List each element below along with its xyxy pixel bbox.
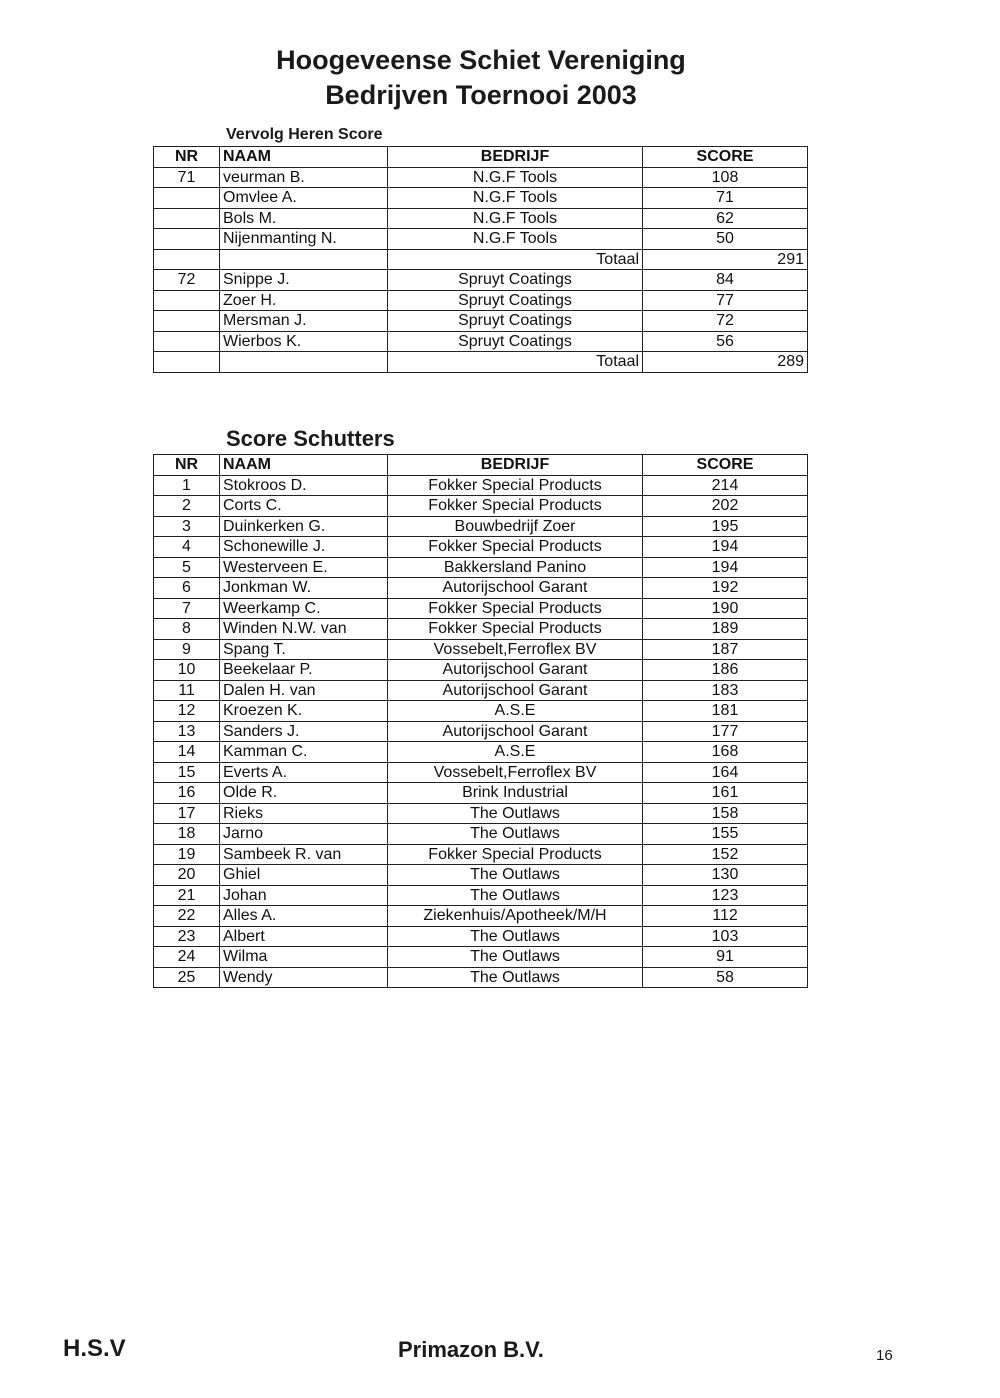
name-cell: Winden N.W. van <box>220 619 388 640</box>
name-cell: Jonkman W. <box>220 578 388 599</box>
table-row <box>154 516 808 537</box>
company-cell: The Outlaws <box>388 926 643 947</box>
score-cell: 152 <box>643 844 808 865</box>
company-cell: Vossebelt,Ferroflex BV <box>388 762 643 783</box>
score-cell: 164 <box>643 762 808 783</box>
rank-cell: 11 <box>154 680 220 701</box>
table-row <box>154 844 808 865</box>
rank-cell: 9 <box>154 639 220 660</box>
shooters-score-body <box>154 475 808 988</box>
name-cell: Sanders J. <box>220 721 388 742</box>
table-row <box>154 742 808 763</box>
team-nr-cell: 72 <box>154 270 220 291</box>
score-cell: 91 <box>643 947 808 968</box>
total-nr-cell <box>154 352 220 373</box>
score-cell: 194 <box>643 537 808 558</box>
name-cell: Omvlee A. <box>220 188 388 209</box>
company-cell: Fokker Special Products <box>388 537 643 558</box>
score-cell: 72 <box>643 311 808 332</box>
company-cell: The Outlaws <box>388 967 643 988</box>
company-cell: Spruyt Coatings <box>388 331 643 352</box>
table-row <box>154 762 808 783</box>
score-cell: 77 <box>643 290 808 311</box>
company-cell: The Outlaws <box>388 803 643 824</box>
total-name-cell <box>220 352 388 373</box>
name-cell: Olde R. <box>220 783 388 804</box>
total-value: 291 <box>643 249 808 270</box>
table-row <box>154 537 808 558</box>
name-cell: Wierbos K. <box>220 331 388 352</box>
rank-cell: 13 <box>154 721 220 742</box>
name-cell: Beekelaar P. <box>220 660 388 681</box>
table-row <box>154 680 808 701</box>
company-cell: A.S.E <box>388 701 643 722</box>
company-cell: Spruyt Coatings <box>388 311 643 332</box>
name-cell: Wendy <box>220 967 388 988</box>
score-cell: 214 <box>643 475 808 496</box>
column-header-score: SCORE <box>643 147 808 168</box>
table-row <box>154 598 808 619</box>
score-cell: 50 <box>643 229 808 250</box>
company-cell: N.G.F Tools <box>388 188 643 209</box>
company-cell: Vossebelt,Ferroflex BV <box>388 639 643 660</box>
company-cell: Autorijschool Garant <box>388 680 643 701</box>
score-cell: 158 <box>643 803 808 824</box>
name-cell: Johan <box>220 885 388 906</box>
score-cell: 195 <box>643 516 808 537</box>
rank-cell: 4 <box>154 537 220 558</box>
column-header-nr: NR <box>154 147 220 168</box>
team-nr-cell <box>154 290 220 311</box>
rank-cell: 14 <box>154 742 220 763</box>
name-cell: Weerkamp C. <box>220 598 388 619</box>
rank-cell: 15 <box>154 762 220 783</box>
company-cell: Bakkersland Panino <box>388 557 643 578</box>
name-cell: Albert <box>220 926 388 947</box>
table-row <box>154 557 808 578</box>
column-header-score: SCORE <box>643 455 808 476</box>
total-value: 289 <box>643 352 808 373</box>
score-cell: 194 <box>643 557 808 578</box>
company-cell: Brink Industrial <box>388 783 643 804</box>
score-cell: 181 <box>643 701 808 722</box>
table-row <box>154 496 808 517</box>
name-cell: Wilma <box>220 947 388 968</box>
company-cell: Fokker Special Products <box>388 619 643 640</box>
score-cell: 130 <box>643 865 808 886</box>
name-cell: Westerveen E. <box>220 557 388 578</box>
footer-club: H.S.V <box>63 1335 126 1362</box>
name-cell: Duinkerken G. <box>220 516 388 537</box>
name-cell: Snippe J. <box>220 270 388 291</box>
shooters-heading: Score Schutters <box>226 426 395 451</box>
name-cell: Mersman J. <box>220 311 388 332</box>
table-row <box>154 803 808 824</box>
rank-cell: 16 <box>154 783 220 804</box>
table-row <box>154 947 808 968</box>
table-row <box>154 578 808 599</box>
table-header-row <box>154 147 808 168</box>
table-row <box>154 701 808 722</box>
rank-cell: 5 <box>154 557 220 578</box>
company-cell: A.S.E <box>388 742 643 763</box>
score-cell: 183 <box>643 680 808 701</box>
table-row <box>154 208 808 229</box>
company-cell: Fokker Special Products <box>388 475 643 496</box>
rank-cell: 7 <box>154 598 220 619</box>
name-cell: Sambeek R. van <box>220 844 388 865</box>
name-cell: Bols M. <box>220 208 388 229</box>
rank-cell: 24 <box>154 947 220 968</box>
table-row <box>154 926 808 947</box>
page-subtitle: Bedrijven Toernooi 2003 <box>325 80 637 110</box>
table-row <box>154 824 808 845</box>
score-cell: 58 <box>643 967 808 988</box>
company-cell: The Outlaws <box>388 865 643 886</box>
score-cell: 168 <box>643 742 808 763</box>
score-cell: 155 <box>643 824 808 845</box>
name-cell: Zoer H. <box>220 290 388 311</box>
rank-cell: 21 <box>154 885 220 906</box>
name-cell: Alles A. <box>220 906 388 927</box>
rank-cell: 2 <box>154 496 220 517</box>
table-row <box>154 167 808 188</box>
score-cell: 71 <box>643 188 808 209</box>
name-cell: Ghiel <box>220 865 388 886</box>
team-nr-cell: 71 <box>154 167 220 188</box>
company-cell: Spruyt Coatings <box>388 290 643 311</box>
company-cell: Autorijschool Garant <box>388 660 643 681</box>
team-nr-cell <box>154 311 220 332</box>
team-nr-cell <box>154 188 220 209</box>
rank-cell: 20 <box>154 865 220 886</box>
rank-cell: 3 <box>154 516 220 537</box>
score-cell: 56 <box>643 331 808 352</box>
name-cell: Kamman C. <box>220 742 388 763</box>
total-label: Totaal <box>388 249 643 270</box>
rank-cell: 25 <box>154 967 220 988</box>
total-nr-cell <box>154 249 220 270</box>
team-score-heading: Vervolg Heren Score <box>226 126 383 143</box>
rank-cell: 1 <box>154 475 220 496</box>
team-nr-cell <box>154 208 220 229</box>
company-cell: Fokker Special Products <box>388 844 643 865</box>
rank-cell: 23 <box>154 926 220 947</box>
company-cell: The Outlaws <box>388 885 643 906</box>
table-row <box>154 229 808 250</box>
score-cell: 84 <box>643 270 808 291</box>
rank-cell: 17 <box>154 803 220 824</box>
rank-cell: 6 <box>154 578 220 599</box>
company-cell: N.G.F Tools <box>388 229 643 250</box>
rank-cell: 18 <box>154 824 220 845</box>
company-cell: Spruyt Coatings <box>388 270 643 291</box>
score-cell: 108 <box>643 167 808 188</box>
company-cell: Ziekenhuis/Apotheek/M/H <box>388 906 643 927</box>
name-cell: Dalen H. van <box>220 680 388 701</box>
total-row <box>154 249 808 270</box>
table-header-row <box>154 455 808 476</box>
score-cell: 123 <box>643 885 808 906</box>
score-cell: 177 <box>643 721 808 742</box>
column-header-nr: NR <box>154 455 220 476</box>
company-cell: The Outlaws <box>388 824 643 845</box>
table-row <box>154 721 808 742</box>
table-row <box>154 906 808 927</box>
column-header-company: BEDRIJF <box>388 455 643 476</box>
company-cell: N.G.F Tools <box>388 208 643 229</box>
company-cell: Fokker Special Products <box>388 598 643 619</box>
company-cell: N.G.F Tools <box>388 167 643 188</box>
team-score-table <box>153 146 808 373</box>
footer-sponsor: Primazon B.V. <box>398 1337 544 1362</box>
company-cell: The Outlaws <box>388 947 643 968</box>
score-cell: 161 <box>643 783 808 804</box>
total-name-cell <box>220 249 388 270</box>
table-row <box>154 290 808 311</box>
team-score-body <box>154 167 808 372</box>
table-row <box>154 270 808 291</box>
table-row <box>154 967 808 988</box>
team-nr-cell <box>154 229 220 250</box>
table-row <box>154 865 808 886</box>
company-cell: Bouwbedrijf Zoer <box>388 516 643 537</box>
score-cell: 112 <box>643 906 808 927</box>
name-cell: Corts C. <box>220 496 388 517</box>
table-row <box>154 639 808 660</box>
page-title: Hoogeveense Schiet Vereniging <box>276 45 686 75</box>
total-row <box>154 352 808 373</box>
rank-cell: 12 <box>154 701 220 722</box>
name-cell: Spang T. <box>220 639 388 660</box>
name-cell: Schonewille J. <box>220 537 388 558</box>
table-row <box>154 783 808 804</box>
score-cell: 186 <box>643 660 808 681</box>
table-row <box>154 311 808 332</box>
company-cell: Autorijschool Garant <box>388 578 643 599</box>
name-cell: Stokroos D. <box>220 475 388 496</box>
score-cell: 189 <box>643 619 808 640</box>
column-header-company: BEDRIJF <box>388 147 643 168</box>
rank-cell: 19 <box>154 844 220 865</box>
table-row <box>154 660 808 681</box>
score-cell: 62 <box>643 208 808 229</box>
name-cell: Jarno <box>220 824 388 845</box>
company-cell: Fokker Special Products <box>388 496 643 517</box>
score-cell: 190 <box>643 598 808 619</box>
rank-cell: 8 <box>154 619 220 640</box>
company-cell: Autorijschool Garant <box>388 721 643 742</box>
rank-cell: 22 <box>154 906 220 927</box>
score-cell: 187 <box>643 639 808 660</box>
table-row <box>154 885 808 906</box>
page-number: 16 <box>876 1347 893 1364</box>
team-nr-cell <box>154 331 220 352</box>
shooters-score-table <box>153 454 808 988</box>
name-cell: Everts A. <box>220 762 388 783</box>
name-cell: Rieks <box>220 803 388 824</box>
total-label: Totaal <box>388 352 643 373</box>
name-cell: Kroezen K. <box>220 701 388 722</box>
table-row <box>154 475 808 496</box>
score-cell: 192 <box>643 578 808 599</box>
name-cell: veurman B. <box>220 167 388 188</box>
score-cell: 202 <box>643 496 808 517</box>
table-row <box>154 619 808 640</box>
score-cell: 103 <box>643 926 808 947</box>
column-header-name: NAAM <box>220 147 388 168</box>
table-row <box>154 331 808 352</box>
table-row <box>154 188 808 209</box>
column-header-name: NAAM <box>220 455 388 476</box>
rank-cell: 10 <box>154 660 220 681</box>
name-cell: Nijenmanting N. <box>220 229 388 250</box>
